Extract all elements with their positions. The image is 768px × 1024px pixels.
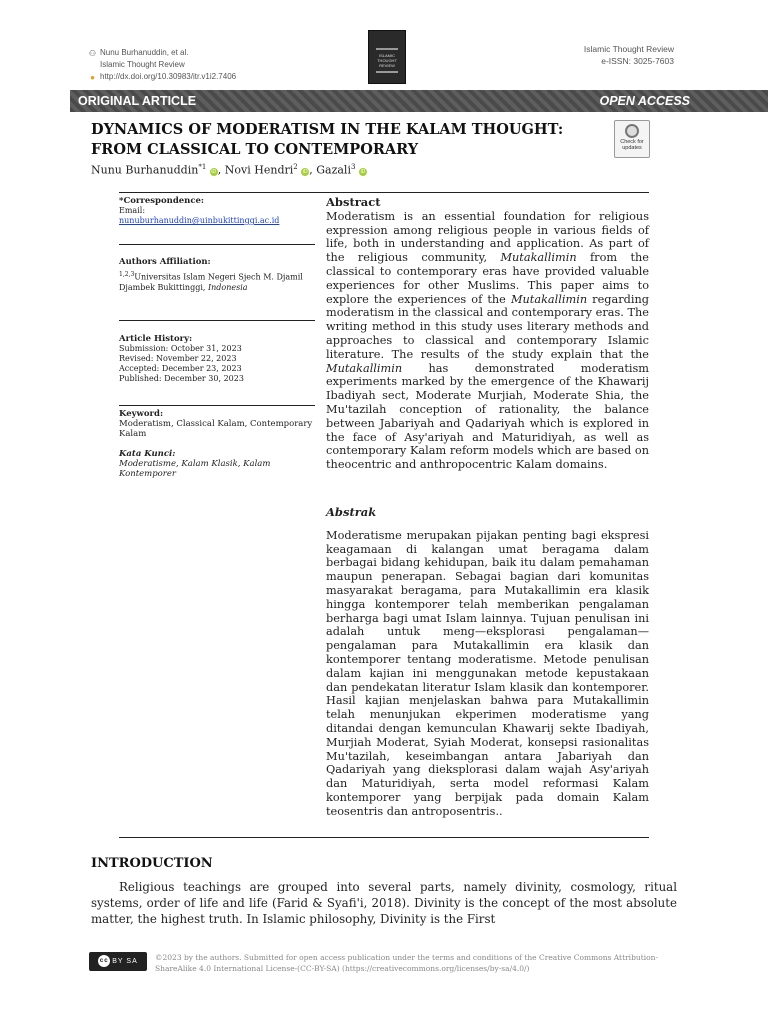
abstract-heading: Abstract <box>326 195 381 209</box>
cover-title: ISLAMIC THOUGHT REVIEW <box>377 53 397 68</box>
keywords: Moderatism, Classical Kalam, Contemporary Kalam <box>119 419 313 439</box>
journal-info <box>584 43 674 67</box>
affiliation-text: Universitas Islam Negeri Sjech M. Djamil Djambek Bukittinggi, <box>119 272 303 292</box>
history-item: Revised: November 22, 2023 <box>119 354 237 363</box>
journal-short: Islamic Thought Review <box>100 60 185 69</box>
cc-license-badge[interactable] <box>89 952 147 971</box>
kata-kunci-label: Kata Kunci: <box>119 449 176 459</box>
journal-cover-thumbnail <box>368 30 406 84</box>
bookmark-icon <box>625 124 639 138</box>
affiliation-sup: 1,2,3 <box>119 271 135 278</box>
history-label: Article History: <box>119 334 193 344</box>
check-for-updates-badge[interactable] <box>614 120 650 158</box>
kata-kunci: Moderatisme, Kalam Klasik, Kalam Kontemporer <box>119 459 271 479</box>
author-name: Novi Hendri <box>224 163 294 177</box>
correspondence-block <box>119 196 315 226</box>
cc-icon: cc <box>98 955 110 967</box>
abstract-text: Moderatism is an essential foundation for religious expression among religious people in various fields of life, both in understanding and application. As part of the religious community, Mutakallimin from the classical to contemporary eras have provided valuable experiences for other Muslims. This paper aims to explore the experiences of the Mutakallimin regarding moderatism in the classical and contemporary eras. The writing method in this study uses literary methods and approaches to classical and contemporary Islamic literature. The results of the study explain that the Mutakallimin has demonstrated moderatism experiments marked by the emergence of the Khawarij Ibadiyah sect, Moderate Murjiah, Moderate Shia, the Mu'tazilah conception of rationality, the balance between Jabariyah and Qadariyah which is explored in the face of Asy'ariyah and Maturidiyah, as well as contemporary Kalam reform models which are based on theocentric and anthropocentric Kalam domains. <box>326 209 649 472</box>
journal-issn: e-ISSN: 3025-7603 <box>601 56 674 66</box>
article-title: DYNAMICS OF MODERATISM IN THE KALAM THOUGHT: FROM CLASSICAL TO CONTEMPORARY <box>91 121 564 158</box>
license-text: ©2023 by the authors. Submitted for open access publication under the terms and conditions of the Creative Commons Attribution-ShareAlike 4.0 International License-(CC-BY-SA) (https://creativecommons.org/licenses/by-sa/4.0/) <box>155 953 658 973</box>
divider <box>119 837 649 838</box>
divider <box>119 320 315 321</box>
introduction-paragraph: Religious teachings are grouped into several parts, namely divinity, cosmology, ritual systems, order of life and life (Farid & Syafi'i, 2018). Divinity is the concept of the most absolute matter, the highest truth. In Islamic philosophy, Divinity is the First <box>91 880 677 926</box>
history-item: Accepted: December 23, 2023 <box>119 364 242 373</box>
author-sup: 3 <box>350 163 356 171</box>
email-link[interactable]: nunuburhanuddin@uinbukittinggi.ac.id <box>119 216 280 225</box>
journal-name: Islamic Thought Review <box>583 44 674 54</box>
running-header <box>88 47 236 83</box>
orcid-icon[interactable]: iD <box>360 168 366 175</box>
correspondence-label: *Correspondence: <box>119 196 205 206</box>
author-name: Gazali <box>316 163 351 177</box>
abstrak-heading: Abstrak <box>326 505 377 519</box>
link-icon: ● <box>90 72 95 82</box>
author-short: Nunu Burhanuddin, et al. <box>100 48 189 57</box>
divider <box>119 244 315 245</box>
divider <box>119 192 649 193</box>
history-item: Submission: October 31, 2023 <box>119 344 242 353</box>
affiliation-country: Indonesia <box>207 282 248 292</box>
check-line1: Check for <box>620 139 644 145</box>
email-label: Email: <box>119 206 146 215</box>
abstract-block <box>326 196 649 472</box>
keyword-label: Keyword: <box>119 409 164 419</box>
author-sup: 2 <box>293 163 298 171</box>
history-item: Published: December 30, 2023 <box>119 374 244 383</box>
keyword-block <box>119 409 315 479</box>
people-icon: ⚇ <box>88 48 97 58</box>
affiliation-label: Authors Affiliation: <box>119 257 211 267</box>
divider <box>119 405 315 406</box>
abstrak-block <box>326 506 649 819</box>
article-history-block <box>119 334 315 384</box>
open-access-label: OPEN ACCESS <box>599 94 690 108</box>
author-sup: *1 <box>198 163 207 171</box>
doi-link[interactable]: http://dx.doi.org/10.30983/itr.v1i2.7406 <box>100 72 237 81</box>
introduction-heading: INTRODUCTION <box>91 856 213 871</box>
cc-badge-text: BY SA <box>112 958 138 965</box>
abstrak-text: Moderatisme merupakan pijakan penting bagi ekspresi keagamaan di kalangan umat beragama dalam berbagai bidang kehidupan, baik itu dalam pemahaman maupun penerapan. Sebagai bagian dari komunitas masyarakat beragama, para Mutakallimin era klasik hingga kontemporer telah memberikan pengalaman berharga bagi umat Islam lainnya. Tujuan penulisan ini adalah untuk meng—eksplorasi pengalaman—pengalaman para Mutakallimin era klasik dan kontemporer tentang moderatisme. Metode penulisan dalam kajian ini menggunakan metode kepustakaan dan pendekatan literatur Islam klasik dan kontemporer. Hasil kajian menjelaskan bahwa para Mutakallimin telah menunjukan ekperimen moderatisme yang ditandai dengan kemunculan Khawarij sekte Ibadiyah, Murjiah Moderat, Syiah Moderat, konsepsi rasionalitas Mu'tazilah, keseimbangan antara Jabariyah dan Qadariyah yang dieksplorasi dalam wajah Asy'ariyah dan Maturidiyah, serta model reformasi Kalam kontemporer yang berpijak pada domain Kalam teosentris dan antroposentris.. <box>326 528 649 818</box>
check-line2: updates <box>622 145 642 151</box>
orcid-icon[interactable]: iD <box>211 168 217 175</box>
orcid-icon[interactable]: iD <box>302 168 308 175</box>
original-article-label: ORIGINAL ARTICLE <box>78 94 197 108</box>
author-list: Nunu Burhanuddin$^{*1}$ iD , Novi Hendri$^2$ iD , Gazali$^3$ iD <box>91 163 366 177</box>
affiliation-block <box>119 257 315 293</box>
article-type-banner <box>70 90 768 112</box>
author-name: Nunu Burhanuddin <box>91 163 199 177</box>
